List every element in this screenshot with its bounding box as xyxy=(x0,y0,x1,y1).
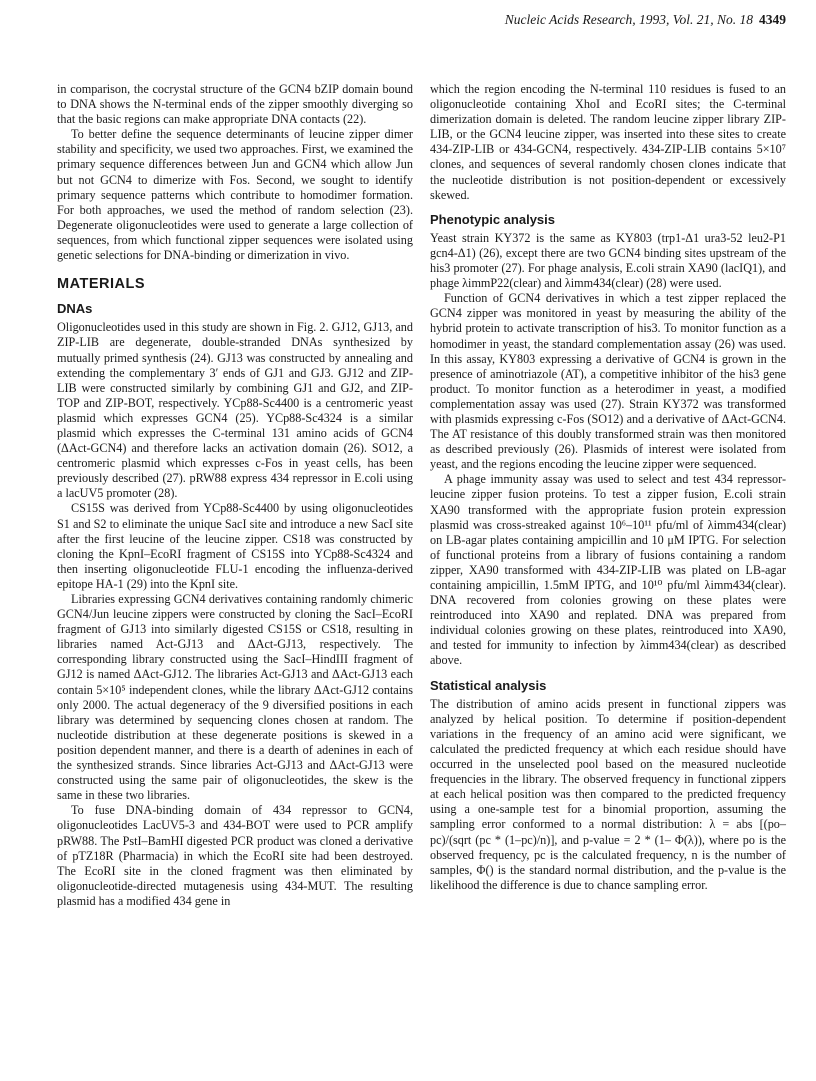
intro-paragraph-end: in comparison, the cocrystal structure of the GCN4 bZIP domain bound to DNA shows the N-terminal ends of the zipper smoothly diverging so that the basic regions can make appropriate DNA contacts (22). xyxy=(57,82,413,127)
materials-heading: MATERIALS xyxy=(57,276,146,293)
intro-paragraph-approaches: To better define the sequence determinants of leucine zipper dimer stability and specificity, we used two approaches. First, we examined the primary sequence differences between Jun and GCN4 which allow Jun but not GCN4 to dimerize with Fos. Second, we sought to identify primary sequence patterns which contribute to homodimer formation. For both approaches, we used the method of random selection (23). Degenerate oligonucleotides were used to generate a large collection of sequences, from which functional zipper sequences were isolated using genetic selections for DNA-binding or dimerization in vivo. xyxy=(57,127,413,263)
journal-citation: Nucleic Acids Research, 1993, Vol. 21, No. 18 xyxy=(504,12,753,27)
running-header xyxy=(442,12,786,34)
fusion-paragraph-continued: which the region encoding the N-terminal 110 residues is fused to an oligonucleotide containing XhoI and EcoRI sites; the C-terminal dimerization domain is deleted. The random leucine zipper library ZIP-LIB, or the GCN4 leucine zipper, was inserted into these sites to create 434-ZIP-LIB or 434-GCN4, respectively. 434-ZIP-LIB contains 5×10⁷ clones, and sequences of several randomly chosen clones indicate that the nucleotide distribution is not position-dependent or excessively skewed. xyxy=(430,82,786,202)
phenotypic-paragraph-strains: Yeast strain KY372 is the same as KY803 (trp1-Δ1 ura3-52 leu2-P1 gcn4-Δ1) (26), except there are two GCN4 binding sites upstream of the his3 promoter (27). For phage analysis, E.coli strain XA90 (lacIQ1), and phage λimmP22(clear) and λimm434(clear) (28) were used. xyxy=(430,230,786,291)
right-column xyxy=(430,82,786,893)
phenotypic-paragraph-phage-assay: A phage immunity assay was used to select and test 434 repressor-leucine zipper fusion proteins. To test a zipper fusion, E.coli strain XA90 transformed with the appropriate fusion protein expression plasmid was cross-streaked against 10⁶–10¹¹ pfu/ml of λimm434(clear) on LB-agar plates containing ampicillin and 10 μM IPTG. For selection of functional proteins from a library of fusions containing a random zipper, XA90 transformed with 434-ZIP-LIB was plated on LB-agar containing ampicillin, 1.5mM IPTG, and 10¹⁰ pfu/ml λimm434(clear). DNA recovered from colonies growing on these plates were reintroduced into XA90 and replated. DNA was prepared from individual colonies growing on these plates, reintroduced into XA90, and tested for immunity to infection by λimm434(clear) as described above. xyxy=(430,472,786,668)
dnas-paragraph-libraries: Libraries expressing GCN4 derivatives containing randomly chimeric GCN4/Jun leucine zippers were constructed by cloning the SacI–EcoRI fragment of GJ13 into similarly digested CS15S or CS18, resulting in libraries named Act-GJ13 and ΔAct-GJ13, respectively. The corresponding library constructed using the SacI–HindIII fragment of GJ12 is named ΔAct-GJ12. The libraries Act-GJ13 and ΔAct-GJ13 each contain 5×10⁵ independent clones, while the library ΔAct-GJ12 contains only 2000. The actual degeneracy of the 9 diversified positions in each library was determined by sequencing clones chosen at random. The nucleotide distribution at these degenerate positions is skewed in a position dependent manner, and there is a dearth of adenines in each of the synthesized strands. Since libraries Act-GJ13 and ΔAct-GJ13 were constructed using the same pair of oligonucleotides, the skew is the same in these two libraries. xyxy=(57,592,413,803)
statistical-analysis-heading: Statistical analysis xyxy=(430,677,547,693)
phenotypic-analysis-heading: Phenotypic analysis xyxy=(430,211,555,227)
phenotypic-paragraph-yeast-assay: Function of GCN4 derivatives in which a test zipper replaced the GCN4 zipper was monitored in yeast by measuring the ability of the hybrid protein to activate transcription of his3. To monitor function as a homodimer in yeast, the standard complementation assay (26) was used. In this assay, KY803 expressing a derivative of GCN4 is grown in the presence of aminotriazole (AT), a competitive inhibitor of the his3 gene product. To monitor function as a heterodimer in yeast, a modified complementation assay was used (27). Strain KY372 was transformed with plasmids expressing c-Fos (SO12) and a derivative of ΔAct-GCN4. The AT resistance of this doubly transformed strain was then monitored as described previously (26). Plasmids of interest were isolated from yeast, and the regions encoding the leucine zipper were sequenced. xyxy=(430,291,786,472)
dnas-paragraph-oligos: Oligonucleotides used in this study are shown in Fig. 2. GJ12, GJ13, and ZIP-LIB are degenerate, double-stranded DNAs synthesized by mutually primed synthesis (24). GJ13 was constructed by annealing and extending the complementary 3′ ends of GJ1 and GJ3. GJ12 and ZIP-LIB were constructed similarly by combining GJ1 and GJ2, and ZIP-TOP and ZIP-BOT, respectively. YCp88-Sc4400 is a centromeric yeast plasmid which expresses GCN4 (25). YCp88-Sc4324 is a similar plasmid which expresses the C-terminal 131 amino acids of GCN4 (ΔAct-GCN4) and therefore lacks an activation domain (26). SO12, a centromeric plasmid which expresses c-Fos in yeast cells, has been previously described (27). pRW88 express 434 repressor in E.coli using a lacUV5 promoter (28). xyxy=(57,320,413,501)
page-number: 4349 xyxy=(759,12,786,27)
dnas-paragraph-cs15s: CS15S was derived from YCp88-Sc4400 by using oligonucleotides S1 and S2 to eliminate the unique SacI site and introduce a new SacI site after the first leucine of the leucine zipper. CS18 was constructed by cloning the KpnI–EcoRI fragment of CS15S into YCp88-Sc4324 and then inserting oligonucleotide FLU-1 encoding the influenza-derived epitope HA-1 (29) into the KpnI site. xyxy=(57,501,413,591)
dnas-paragraph-434-fusion: To fuse DNA-binding domain of 434 repressor to GCN4, oligonucleotides LacUV5-3 and 434-BOT were used to PCR amplify pRW88. The PstI–BamHI digested PCR product was cloned a derivative of pTZ18R (Pharmacia) in which the EcoRI site had been destroyed. The EcoRI site in the cloned fragment was then eliminated by oligonucleotide-directed mutagenesis using 434-MUT. The resulting plasmid has a modified 434 gene in xyxy=(57,803,413,908)
dnas-heading: DNAs xyxy=(57,301,93,317)
statistical-paragraph: The distribution of amino acids present in functional zippers was analyzed by helical position. To determine if position-dependent variations in the frequency of an amino acid were significant, we calculated the predicted frequency at which each residue should have occurred in the unselected pool based on the measured nucleotide frequencies in the library. The observed frequency in functional zippers at each helical position was then compared to the predicted frequency using a one-sample test for a binomial proportion, assuming the sampling error conformed to a normal distribution: λ = abs [(po–pc)/(sqrt (pc * (1–pc)/n)], and p-value = 2 * (1– Φ(λ)), where po is the observed frequency, pc is the calculated frequency, n is the number of samples, Φ() is the standard normal distribution, and the p-value is the likelihood the difference is due to chance sampling error. xyxy=(430,696,786,892)
left-column xyxy=(57,82,413,909)
